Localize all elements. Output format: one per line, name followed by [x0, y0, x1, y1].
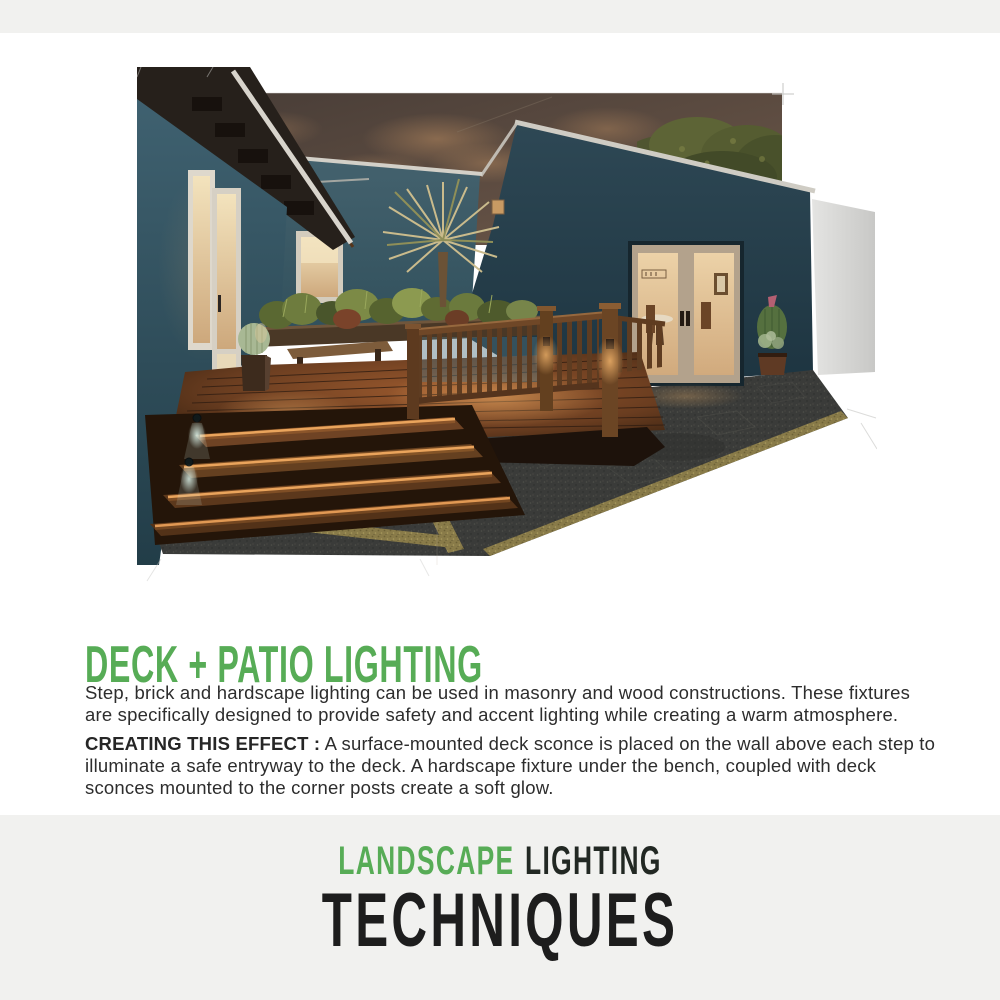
series-title — [170, 841, 830, 881]
section-heading: DECK + PATIO LIGHTING — [85, 635, 483, 694]
gray-end-panel — [812, 199, 875, 375]
effect-line-2: illuminate a safe entryway to the deck. A hardscape fixture under the bench, coupled with deck — [85, 754, 877, 776]
effect-label: CREATING THIS EFFECT : — [85, 732, 321, 754]
deck-patio-illustration — [137, 67, 877, 592]
lit-vent-window — [492, 200, 504, 214]
effect-line-1 — [85, 733, 945, 755]
intro-line-2: are specifically designed to provide safety and accent lighting while creating a warm atmosphere. — [85, 703, 899, 725]
lit-window — [188, 170, 215, 350]
effect-line-3: sconces mounted to the corner posts create a soft glow. — [85, 776, 554, 798]
door-handle-right — [686, 311, 690, 326]
effect-line-1-text: A surface-mounted deck sconce is placed on the wall above each step to — [324, 732, 936, 754]
lit-entry-door — [212, 188, 241, 395]
door-handle — [218, 295, 221, 312]
effect-paragraph — [85, 733, 945, 799]
series-title-techniques: TECHNIQUES — [321, 878, 679, 963]
intro-line-1: Step, brick and hardscape lighting can be used in masonry and wood constructions. These fixtures — [85, 681, 911, 703]
door-handle-left — [680, 311, 684, 326]
cactus-planter-left — [238, 323, 271, 391]
intro-paragraph — [85, 682, 945, 726]
series-title-landscape: LANDSCAPE — [338, 839, 515, 883]
series-title-lighting: LIGHTING — [525, 839, 662, 883]
rail-post-left — [407, 327, 419, 419]
top-gray-band — [0, 0, 1000, 33]
